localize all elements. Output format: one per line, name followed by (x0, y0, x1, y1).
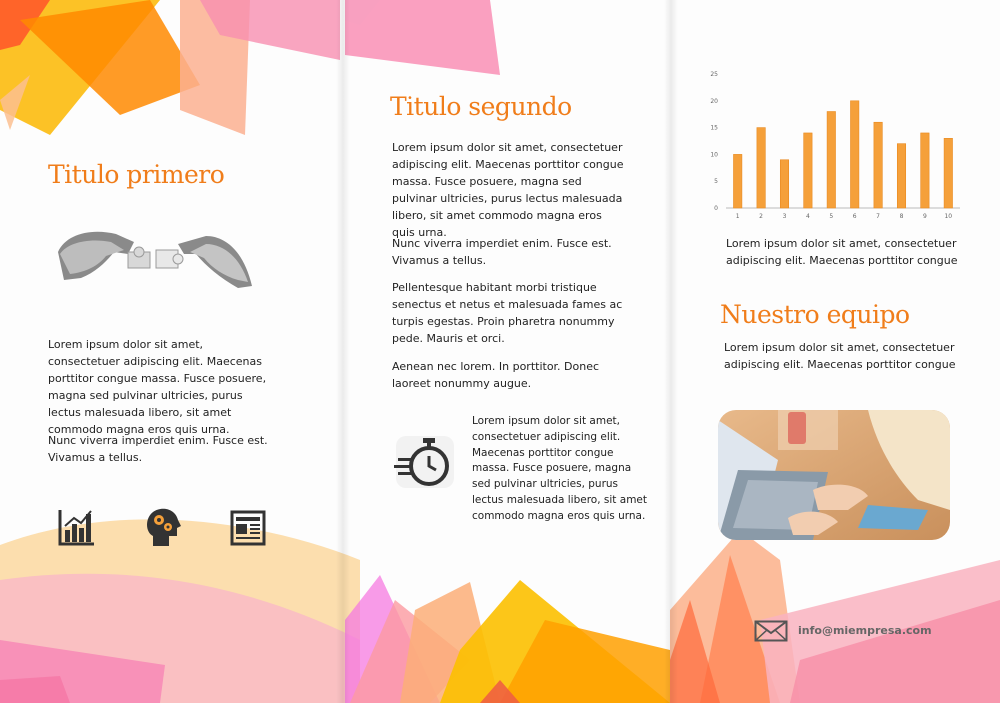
chart-bar (850, 101, 858, 208)
chart-x-tick-label: 10 (944, 213, 953, 220)
panel1-paragraph: Nunc viverra imperdiet enim. Fusce est. Vivamus a tellus. (48, 434, 268, 464)
fold-line-left (336, 0, 350, 703)
chart-y-tick-label: 20 (710, 97, 718, 105)
head-gears-icon (143, 506, 183, 548)
envelope-icon (754, 620, 788, 642)
chart-y-tick-label: 25 (710, 71, 718, 78)
panel1-title: Titulo primero (48, 160, 225, 189)
email-address[interactable]: info@miempresa.com (798, 624, 932, 637)
chart-x-tick-label: 5 (829, 213, 834, 220)
bar-chart-icon (58, 508, 96, 546)
chart-bar (757, 128, 765, 208)
chart-bar (944, 138, 952, 208)
panel2-paragraph: Aenean nec lorem. In porttitor. Donec laoreet nonummy augue. (392, 360, 600, 390)
chart-y-tick-label: 15 (710, 124, 718, 132)
chart-x-tick-label: 3 (782, 213, 787, 220)
chart-x-tick-label: 2 (759, 213, 764, 220)
chart-x-tick-label: 6 (852, 213, 857, 220)
team-title: Nuestro equipo (720, 300, 910, 329)
newspaper-icon (230, 510, 266, 546)
chart-bar (921, 133, 929, 208)
chart-bar (897, 144, 905, 208)
chart-y-tick-label: 0 (714, 205, 718, 212)
chart-x-tick-label: 8 (899, 213, 904, 220)
panel2-side-text: Lorem ipsum dolor sit amet, consectetuer adipiscing elit. Maecenas porttitor congue massa. Fusce posuere, magna sed pulvinar ultricies, purus lectus malesuada libero, sit amet commodo magna eros quis urna. (472, 415, 647, 522)
chart-x-tick-label: 7 (876, 213, 881, 220)
fold-line-right (664, 0, 678, 703)
chart-y-tick-label: 10 (710, 151, 718, 159)
chart-x-tick-label: 1 (735, 213, 740, 220)
bar-chart (706, 66, 968, 226)
chart-bar (804, 133, 812, 208)
panel2-paragraph: Lorem ipsum dolor sit amet, consectetuer adipiscing elit. Maecenas porttitor congue massa. Fusce posuere, magna sed pulvinar ultricies, purus lectus malesuada libero, sit amet commodo magna eros quis urna. (392, 141, 624, 239)
chart-bar (780, 160, 788, 208)
chart-bar (874, 122, 882, 208)
stopwatch-icon (392, 432, 456, 490)
chart-bar (827, 112, 835, 208)
laptop-photo (718, 410, 950, 540)
panel2-title: Titulo segundo (390, 92, 572, 121)
team-text: Lorem ipsum dolor sit amet, consectetuer adipiscing elit. Maecenas porttitor congue (724, 341, 956, 371)
panel2-paragraph: Nunc viverra imperdiet enim. Fusce est. Vivamus a tellus. (392, 237, 612, 267)
chart-x-tick-label: 4 (805, 213, 810, 220)
chart-x-tick-label: 9 (922, 213, 927, 220)
chart-bar (733, 154, 741, 208)
chart-y-tick-label: 5 (714, 178, 718, 186)
panel2-paragraph: Pellentesque habitant morbi tristique senectus et netus et malesuada fames ac turpis egestas. Proin pharetra nonummy pede. Mauris et orci. (392, 281, 623, 345)
panel1-paragraph: Lorem ipsum dolor sit amet, consectetuer adipiscing elit. Maecenas porttitor congue massa. Fusce posuere, magna sed pulvinar ultricies, purus lectus malesuada libero, sit amet commodo magna eros quis urna. (48, 338, 267, 436)
chart-caption: Lorem ipsum dolor sit amet, consectetuer adipiscing elit. Maecenas porttitor congue (726, 237, 958, 267)
puzzle-hands-image (56, 222, 256, 294)
